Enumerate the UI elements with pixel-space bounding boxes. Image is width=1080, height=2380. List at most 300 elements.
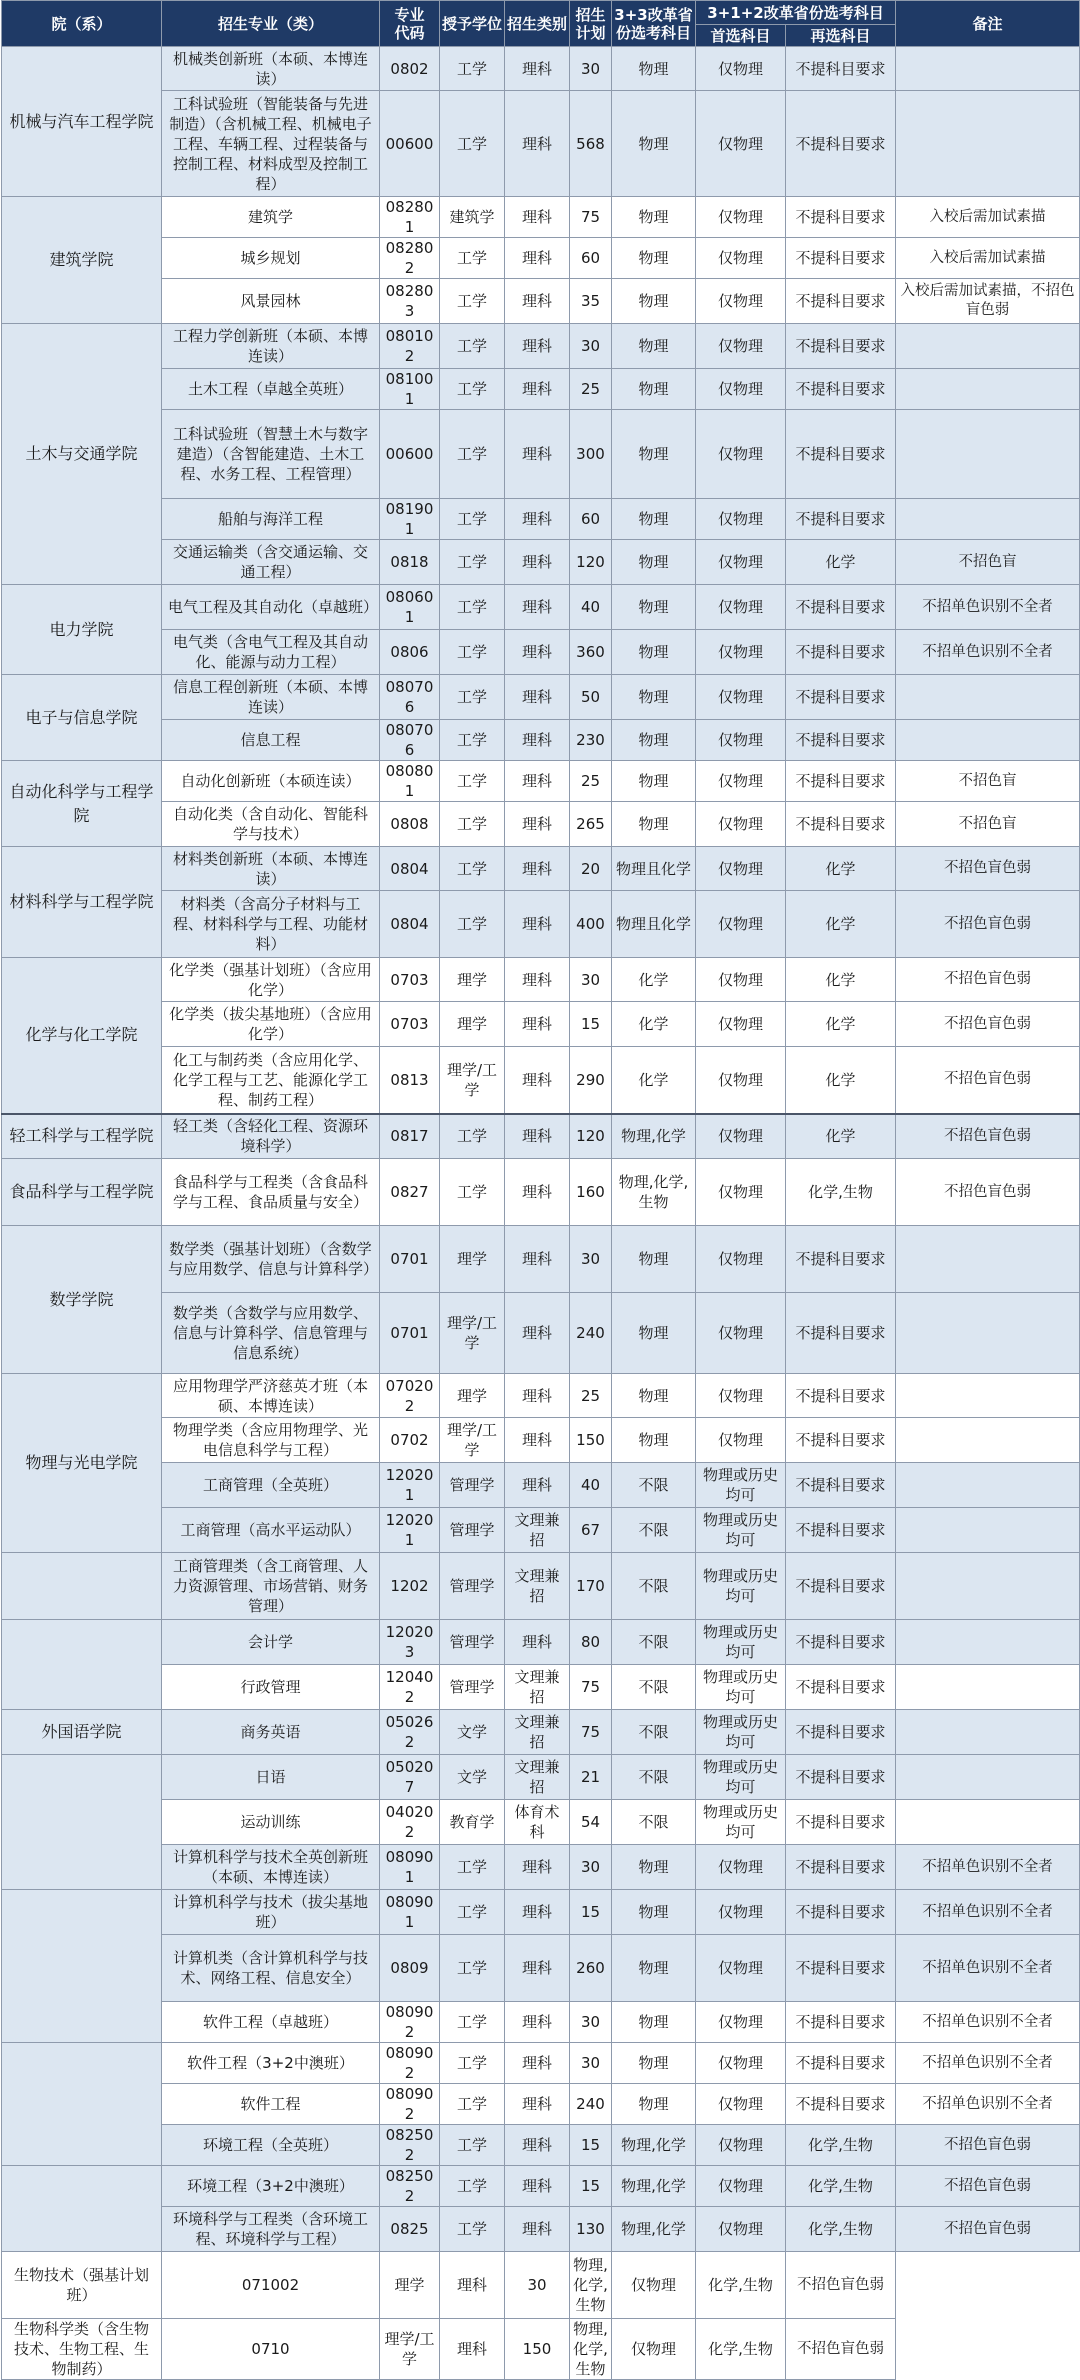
second-choice-cell: 不提科目要求 bbox=[786, 499, 896, 540]
second-choice-cell: 化学 bbox=[786, 1114, 896, 1159]
first-choice-cell: 仅物理 bbox=[696, 540, 786, 585]
first-choice-cell: 仅物理 bbox=[612, 2252, 696, 2319]
first-choice-cell: 仅物理 bbox=[696, 761, 786, 802]
degree-cell: 工学 bbox=[440, 91, 505, 197]
major-cell: 数学类（含数学与应用数学、信息与计算科学、信息管理与信息系统） bbox=[162, 1293, 380, 1374]
college-name bbox=[2, 1755, 162, 1890]
code-cell: 0818 bbox=[380, 540, 440, 585]
major-cell: 数学类（强基计划班）（含数学与应用数学、信息与计算科学） bbox=[162, 1226, 380, 1293]
plan-cell: 260 bbox=[570, 1935, 612, 2002]
category-cell: 理科 bbox=[505, 2166, 570, 2207]
reform33-subject-cell: 化学 bbox=[612, 1047, 696, 1114]
plan-cell: 30 bbox=[570, 958, 612, 1002]
code-cell: 0710 bbox=[162, 2319, 380, 2380]
category-cell: 理科 bbox=[505, 1935, 570, 2002]
college-name bbox=[2, 2043, 162, 2166]
table-row bbox=[2, 585, 1080, 630]
degree-cell: 工学 bbox=[440, 761, 505, 802]
category-cell: 理科 bbox=[505, 958, 570, 1002]
code-cell: 0701 bbox=[380, 1293, 440, 1374]
table-row bbox=[2, 1226, 1080, 1293]
code-cell: 1202 bbox=[380, 1553, 440, 1620]
second-choice-cell: 不提科目要求 bbox=[786, 1710, 896, 1755]
header-major: 招生专业（类） bbox=[162, 1, 380, 47]
reform33-subject-cell: 物理 bbox=[612, 1845, 696, 1890]
plan-cell: 75 bbox=[570, 1665, 612, 1710]
second-choice-cell: 不提科目要求 bbox=[786, 369, 896, 410]
major-cell: 生物技术（强基计划班） bbox=[2, 2252, 162, 2319]
plan-cell: 30 bbox=[570, 1845, 612, 1890]
plan-cell: 54 bbox=[570, 1800, 612, 1845]
major-cell: 计算机科学与技术（拔尖基地班） bbox=[162, 1890, 380, 1935]
reform33-subject-cell: 物理 bbox=[612, 47, 696, 91]
reform33-subject-cell: 物理 bbox=[612, 1935, 696, 2002]
second-choice-cell: 不提科目要求 bbox=[786, 1935, 896, 2002]
major-cell: 化学类（强基计划班）（含应用化学） bbox=[162, 958, 380, 1002]
major-cell: 工程力学创新班（本硕、本博连读） bbox=[162, 324, 380, 369]
second-choice-cell: 不提科目要求 bbox=[786, 410, 896, 499]
second-choice-cell: 不提科目要求 bbox=[786, 1755, 896, 1800]
second-choice-cell: 不提科目要求 bbox=[786, 1463, 896, 1508]
code-cell: 082502 bbox=[380, 2166, 440, 2207]
first-choice-cell: 仅物理 bbox=[696, 1002, 786, 1047]
table-row bbox=[2, 540, 1080, 585]
degree-cell: 建筑学 bbox=[440, 197, 505, 238]
remark-cell bbox=[896, 1710, 1080, 1755]
code-cell: 080902 bbox=[380, 2002, 440, 2043]
code-cell: 080102 bbox=[380, 324, 440, 369]
first-choice-cell: 仅物理 bbox=[696, 847, 786, 891]
category-cell: 文理兼招 bbox=[505, 1665, 570, 1710]
reform33-subject-cell: 不限 bbox=[612, 1463, 696, 1508]
college-name: 材料科学与工程学院 bbox=[2, 847, 162, 958]
plan-cell: 290 bbox=[570, 1047, 612, 1114]
code-cell: 0702 bbox=[380, 1418, 440, 1463]
remark-cell bbox=[896, 1665, 1080, 1710]
remark-cell bbox=[896, 410, 1080, 499]
first-choice-cell: 仅物理 bbox=[696, 410, 786, 499]
major-cell: 自动化创新班（本硕连读） bbox=[162, 761, 380, 802]
category-cell: 理科 bbox=[505, 891, 570, 958]
plan-cell: 265 bbox=[570, 802, 612, 847]
reform33-subject-cell: 物理 bbox=[612, 675, 696, 720]
code-cell: 082802 bbox=[380, 238, 440, 279]
remark-cell bbox=[896, 1800, 1080, 1845]
reform33-subject-cell: 物理 bbox=[612, 324, 696, 369]
college-name: 土木与交通学院 bbox=[2, 324, 162, 585]
plan-cell: 30 bbox=[505, 2252, 570, 2319]
code-cell: 070202 bbox=[380, 1374, 440, 1418]
reform33-subject-cell: 物理,化学 bbox=[612, 2207, 696, 2252]
category-cell: 理科 bbox=[505, 279, 570, 324]
first-choice-cell: 仅物理 bbox=[696, 279, 786, 324]
major-cell: 电气工程及其自动化（卓越班） bbox=[162, 585, 380, 630]
second-choice-cell: 不提科目要求 bbox=[786, 1293, 896, 1374]
second-choice-cell: 化学,生物 bbox=[786, 2125, 896, 2166]
table-row bbox=[2, 958, 1080, 1002]
plan-cell: 30 bbox=[570, 2043, 612, 2084]
code-cell: 050207 bbox=[380, 1755, 440, 1800]
plan-cell: 30 bbox=[570, 324, 612, 369]
college-name: 机械与汽车工程学院 bbox=[2, 47, 162, 197]
table-row bbox=[2, 2166, 1080, 2207]
major-cell: 环境科学与工程类（含环境工程、环境科学与工程） bbox=[162, 2207, 380, 2252]
first-choice-cell: 仅物理 bbox=[696, 1374, 786, 1418]
degree-cell: 理学 bbox=[440, 1226, 505, 1293]
second-choice-cell: 化学,生物 bbox=[786, 1159, 896, 1226]
second-choice-cell: 不提科目要求 bbox=[786, 761, 896, 802]
degree-cell: 工学 bbox=[440, 369, 505, 410]
category-cell: 理科 bbox=[505, 1463, 570, 1508]
college-name bbox=[2, 1890, 162, 2043]
degree-cell: 工学 bbox=[440, 847, 505, 891]
degree-cell: 工学 bbox=[440, 675, 505, 720]
category-cell: 理科 bbox=[505, 1114, 570, 1159]
remark-cell: 不招色盲色弱 bbox=[896, 2166, 1080, 2207]
major-cell: 食品科学与工程类（含食品科学与工程、食品质量与安全） bbox=[162, 1159, 380, 1226]
category-cell: 理科 bbox=[505, 847, 570, 891]
code-cell: 00600 bbox=[380, 410, 440, 499]
remark-cell: 不招单色识别不全者 bbox=[896, 585, 1080, 630]
table-row bbox=[2, 1665, 1080, 1710]
remark-cell: 入校后需加试素描，不招色盲色弱 bbox=[896, 279, 1080, 324]
table-row bbox=[2, 1620, 1080, 1665]
college-name: 外国语学院 bbox=[2, 1710, 162, 1755]
degree-cell: 工学 bbox=[440, 891, 505, 958]
major-cell: 应用物理学严济慈英才班（本硕、本博连读） bbox=[162, 1374, 380, 1418]
reform33-subject-cell: 不限 bbox=[612, 1508, 696, 1553]
category-cell: 体育术科 bbox=[505, 1800, 570, 1845]
reform33-subject-cell: 物理 bbox=[612, 410, 696, 499]
major-cell: 环境工程（全英班） bbox=[162, 2125, 380, 2166]
code-cell: 0701 bbox=[380, 1226, 440, 1293]
college-name bbox=[2, 1620, 162, 1710]
code-cell: 082502 bbox=[380, 2125, 440, 2166]
degree-cell: 理学 bbox=[380, 2252, 440, 2319]
college-name: 建筑学院 bbox=[2, 197, 162, 324]
code-cell: 120201 bbox=[380, 1463, 440, 1508]
code-cell: 0703 bbox=[380, 1002, 440, 1047]
table-row bbox=[2, 238, 1080, 279]
degree-cell: 理学 bbox=[440, 958, 505, 1002]
remark-cell bbox=[896, 324, 1080, 369]
degree-cell: 工学 bbox=[440, 47, 505, 91]
plan-cell: 40 bbox=[570, 585, 612, 630]
code-cell: 0827 bbox=[380, 1159, 440, 1226]
degree-cell: 工学 bbox=[440, 802, 505, 847]
remark-cell: 不招单色识别不全者 bbox=[896, 1935, 1080, 2002]
reform33-subject-cell: 物理 bbox=[612, 540, 696, 585]
table-row bbox=[2, 802, 1080, 847]
header-degree: 授予学位 bbox=[440, 1, 505, 47]
header-code: 专业 代码 bbox=[380, 1, 440, 47]
second-choice-cell: 不提科目要求 bbox=[786, 802, 896, 847]
degree-cell: 工学 bbox=[440, 540, 505, 585]
first-choice-cell: 物理或历史均可 bbox=[696, 1710, 786, 1755]
reform33-subject-cell: 物理,化学 bbox=[612, 2166, 696, 2207]
code-cell: 0809 bbox=[380, 1935, 440, 2002]
table-row bbox=[2, 2207, 1080, 2252]
second-choice-cell: 不提科目要求 bbox=[786, 1226, 896, 1293]
college-name bbox=[2, 1553, 162, 1620]
table-row bbox=[2, 1374, 1080, 1418]
second-choice-cell: 不提科目要求 bbox=[786, 1620, 896, 1665]
major-cell: 材料类创新班（本硕、本博连读） bbox=[162, 847, 380, 891]
table-row bbox=[2, 1508, 1080, 1553]
table-row bbox=[2, 1935, 1080, 2002]
degree-cell: 工学 bbox=[440, 1159, 505, 1226]
reform33-subject-cell: 物理 bbox=[612, 1293, 696, 1374]
degree-cell: 工学 bbox=[440, 2043, 505, 2084]
category-cell: 理科 bbox=[505, 720, 570, 761]
header-second-choice: 再选科目 bbox=[786, 25, 896, 47]
college-name: 物理与光电学院 bbox=[2, 1374, 162, 1553]
first-choice-cell: 物理或历史均可 bbox=[696, 1620, 786, 1665]
plan-cell: 130 bbox=[570, 2207, 612, 2252]
second-choice-cell: 不提科目要求 bbox=[786, 720, 896, 761]
table-row bbox=[2, 1293, 1080, 1374]
major-cell: 船舶与海洋工程 bbox=[162, 499, 380, 540]
first-choice-cell: 仅物理 bbox=[696, 891, 786, 958]
header-row bbox=[2, 1, 1080, 25]
degree-cell: 工学 bbox=[440, 1890, 505, 1935]
college-name: 电力学院 bbox=[2, 585, 162, 675]
code-cell: 040202 bbox=[380, 1800, 440, 1845]
remark-cell bbox=[896, 47, 1080, 91]
second-choice-cell: 不提科目要求 bbox=[786, 1800, 896, 1845]
code-cell: 080901 bbox=[380, 1845, 440, 1890]
second-choice-cell: 不提科目要求 bbox=[786, 47, 896, 91]
plan-cell: 25 bbox=[570, 1374, 612, 1418]
first-choice-cell: 仅物理 bbox=[696, 369, 786, 410]
remark-cell: 不招色盲 bbox=[896, 540, 1080, 585]
degree-cell: 工学 bbox=[440, 1114, 505, 1159]
table-row bbox=[2, 1710, 1080, 1755]
college-name: 数学学院 bbox=[2, 1226, 162, 1374]
reform33-subject-cell: 不限 bbox=[612, 1553, 696, 1620]
category-cell: 理科 bbox=[505, 761, 570, 802]
header-plan: 招生 计划 bbox=[570, 1, 612, 47]
category-cell: 理科 bbox=[505, 1845, 570, 1890]
table-row bbox=[2, 1463, 1080, 1508]
category-cell: 文理兼招 bbox=[505, 1553, 570, 1620]
table-row bbox=[2, 410, 1080, 499]
category-cell: 理科 bbox=[505, 1620, 570, 1665]
reform33-subject-cell: 物理 bbox=[612, 761, 696, 802]
code-cell: 120201 bbox=[380, 1508, 440, 1553]
major-cell: 轻工类（含轻化工程、资源环境科学） bbox=[162, 1114, 380, 1159]
table-row bbox=[2, 197, 1080, 238]
degree-cell: 工学 bbox=[440, 238, 505, 279]
remark-cell bbox=[896, 1463, 1080, 1508]
code-cell: 080902 bbox=[380, 2043, 440, 2084]
reform33-subject-cell: 物理,化学 bbox=[612, 1114, 696, 1159]
table-row bbox=[2, 675, 1080, 720]
plan-cell: 80 bbox=[570, 1620, 612, 1665]
table-row bbox=[2, 2043, 1080, 2084]
degree-cell: 管理学 bbox=[440, 1620, 505, 1665]
category-cell: 理科 bbox=[505, 1293, 570, 1374]
degree-cell: 工学 bbox=[440, 720, 505, 761]
plan-cell: 170 bbox=[570, 1553, 612, 1620]
first-choice-cell: 仅物理 bbox=[696, 1114, 786, 1159]
code-cell: 080706 bbox=[380, 720, 440, 761]
remark-cell: 不招色盲色弱 bbox=[896, 2207, 1080, 2252]
second-choice-cell: 化学 bbox=[786, 891, 896, 958]
category-cell: 理科 bbox=[505, 675, 570, 720]
first-choice-cell: 仅物理 bbox=[696, 2125, 786, 2166]
major-cell: 风景园林 bbox=[162, 279, 380, 324]
category-cell: 理科 bbox=[505, 540, 570, 585]
remark-cell: 不招色盲色弱 bbox=[896, 2125, 1080, 2166]
reform33-subject-cell: 物理 bbox=[612, 1374, 696, 1418]
code-cell: 080706 bbox=[380, 675, 440, 720]
table-row bbox=[2, 324, 1080, 369]
header-category: 招生类别 bbox=[505, 1, 570, 47]
reform33-subject-cell: 物理 bbox=[612, 279, 696, 324]
remark-cell: 不招色盲色弱 bbox=[896, 958, 1080, 1002]
code-cell: 071002 bbox=[162, 2252, 380, 2319]
remark-cell: 入校后需加试素描 bbox=[896, 238, 1080, 279]
reform33-subject-cell: 物理 bbox=[612, 1226, 696, 1293]
reform33-subject-cell: 化学 bbox=[612, 1002, 696, 1047]
code-cell: 0806 bbox=[380, 630, 440, 675]
major-cell: 工商管理（全英班） bbox=[162, 1463, 380, 1508]
table-row bbox=[2, 2084, 1080, 2125]
table-row bbox=[2, 91, 1080, 197]
remark-cell bbox=[896, 369, 1080, 410]
major-cell: 工商管理（高水平运动队） bbox=[162, 1508, 380, 1553]
plan-cell: 230 bbox=[570, 720, 612, 761]
table-row bbox=[2, 1002, 1080, 1047]
code-cell: 0825 bbox=[380, 2207, 440, 2252]
plan-cell: 35 bbox=[570, 279, 612, 324]
major-cell: 工商管理类（含工商管理、人力资源管理、市场营销、财务管理） bbox=[162, 1553, 380, 1620]
second-choice-cell: 不提科目要求 bbox=[786, 1665, 896, 1710]
plan-cell: 15 bbox=[570, 1002, 612, 1047]
college-name: 轻工科学与工程学院 bbox=[2, 1114, 162, 1159]
table-row bbox=[2, 499, 1080, 540]
reform33-subject-cell: 物理 bbox=[612, 630, 696, 675]
table-row bbox=[2, 1159, 1080, 1226]
reform33-subject-cell: 物理 bbox=[612, 1418, 696, 1463]
plan-cell: 15 bbox=[570, 2125, 612, 2166]
table-row bbox=[2, 1845, 1080, 1890]
major-cell: 行政管理 bbox=[162, 1665, 380, 1710]
table-row bbox=[2, 1890, 1080, 1935]
first-choice-cell: 仅物理 bbox=[696, 585, 786, 630]
first-choice-cell: 仅物理 bbox=[696, 1047, 786, 1114]
degree-cell: 理学/工学 bbox=[440, 1293, 505, 1374]
remark-cell bbox=[896, 499, 1080, 540]
remark-cell: 不招色盲色弱 bbox=[786, 2252, 896, 2319]
plan-cell: 120 bbox=[570, 1114, 612, 1159]
major-cell: 生物科学类（含生物技术、生物工程、生物制药） bbox=[2, 2319, 162, 2380]
first-choice-cell: 仅物理 bbox=[696, 675, 786, 720]
degree-cell: 工学 bbox=[440, 2125, 505, 2166]
admission-plan-table bbox=[1, 0, 1080, 2380]
table-row bbox=[2, 1047, 1080, 1114]
degree-cell: 工学 bbox=[440, 630, 505, 675]
plan-cell: 30 bbox=[570, 47, 612, 91]
first-choice-cell: 仅物理 bbox=[696, 1159, 786, 1226]
second-choice-cell: 不提科目要求 bbox=[786, 91, 896, 197]
second-choice-cell: 不提科目要求 bbox=[786, 1418, 896, 1463]
remark-cell bbox=[896, 1553, 1080, 1620]
reform33-subject-cell: 不限 bbox=[612, 1620, 696, 1665]
remark-cell bbox=[896, 1620, 1080, 1665]
remark-cell: 不招色盲 bbox=[896, 802, 1080, 847]
reform33-subject-cell: 物理 bbox=[612, 238, 696, 279]
second-choice-cell: 不提科目要求 bbox=[786, 1374, 896, 1418]
reform33-subject-cell: 物理,化学,生物 bbox=[612, 1159, 696, 1226]
table-row bbox=[2, 1114, 1080, 1159]
remark-cell bbox=[896, 1508, 1080, 1553]
second-choice-cell: 不提科目要求 bbox=[786, 1508, 896, 1553]
plan-cell: 240 bbox=[570, 1293, 612, 1374]
first-choice-cell: 仅物理 bbox=[696, 1845, 786, 1890]
table-row bbox=[2, 1553, 1080, 1620]
degree-cell: 工学 bbox=[440, 410, 505, 499]
table-row bbox=[2, 720, 1080, 761]
major-cell: 会计学 bbox=[162, 1620, 380, 1665]
header-reform33: 3+3改革省 份选考科目 bbox=[612, 1, 696, 47]
category-cell: 理科 bbox=[505, 47, 570, 91]
category-cell: 理科 bbox=[505, 1226, 570, 1293]
plan-cell: 15 bbox=[570, 2166, 612, 2207]
remark-cell: 不招色盲色弱 bbox=[896, 1114, 1080, 1159]
remark-cell bbox=[896, 675, 1080, 720]
reform33-subject-cell: 物理 bbox=[612, 2002, 696, 2043]
code-cell: 0804 bbox=[380, 891, 440, 958]
first-choice-cell: 仅物理 bbox=[696, 324, 786, 369]
first-choice-cell: 仅物理 bbox=[696, 802, 786, 847]
first-choice-cell: 仅物理 bbox=[696, 91, 786, 197]
header-remark: 备注 bbox=[896, 1, 1080, 47]
code-cell: 080902 bbox=[380, 2084, 440, 2125]
plan-cell: 75 bbox=[570, 197, 612, 238]
plan-cell: 67 bbox=[570, 1508, 612, 1553]
major-cell: 商务英语 bbox=[162, 1710, 380, 1755]
plan-cell: 75 bbox=[570, 1710, 612, 1755]
table-row bbox=[2, 847, 1080, 891]
degree-cell: 工学 bbox=[440, 2166, 505, 2207]
plan-cell: 160 bbox=[570, 1159, 612, 1226]
table-row bbox=[2, 891, 1080, 958]
degree-cell: 工学 bbox=[440, 1845, 505, 1890]
second-choice-cell: 不提科目要求 bbox=[786, 630, 896, 675]
second-choice-cell: 不提科目要求 bbox=[786, 1845, 896, 1890]
category-cell: 理科 bbox=[505, 2043, 570, 2084]
major-cell: 自动化类（含自动化、智能科学与技术） bbox=[162, 802, 380, 847]
first-choice-cell: 仅物理 bbox=[696, 197, 786, 238]
plan-cell: 50 bbox=[570, 675, 612, 720]
code-cell: 080801 bbox=[380, 761, 440, 802]
remark-cell bbox=[896, 1755, 1080, 1800]
degree-cell: 工学 bbox=[440, 2084, 505, 2125]
reform33-subject-cell: 物理 bbox=[612, 585, 696, 630]
second-choice-cell: 不提科目要求 bbox=[786, 585, 896, 630]
reform33-subject-cell: 不限 bbox=[612, 1755, 696, 1800]
reform33-subject-cell: 物理且化学 bbox=[612, 891, 696, 958]
code-cell: 0808 bbox=[380, 802, 440, 847]
plan-cell: 30 bbox=[570, 1226, 612, 1293]
major-cell: 软件工程（卓越班） bbox=[162, 2002, 380, 2043]
reform33-subject-cell: 物理且化学 bbox=[612, 847, 696, 891]
plan-cell: 25 bbox=[570, 761, 612, 802]
major-cell: 机械类创新班（本硕、本博连读） bbox=[162, 47, 380, 91]
major-cell: 物理学类（含应用物理学、光电信息科学与工程） bbox=[162, 1418, 380, 1463]
